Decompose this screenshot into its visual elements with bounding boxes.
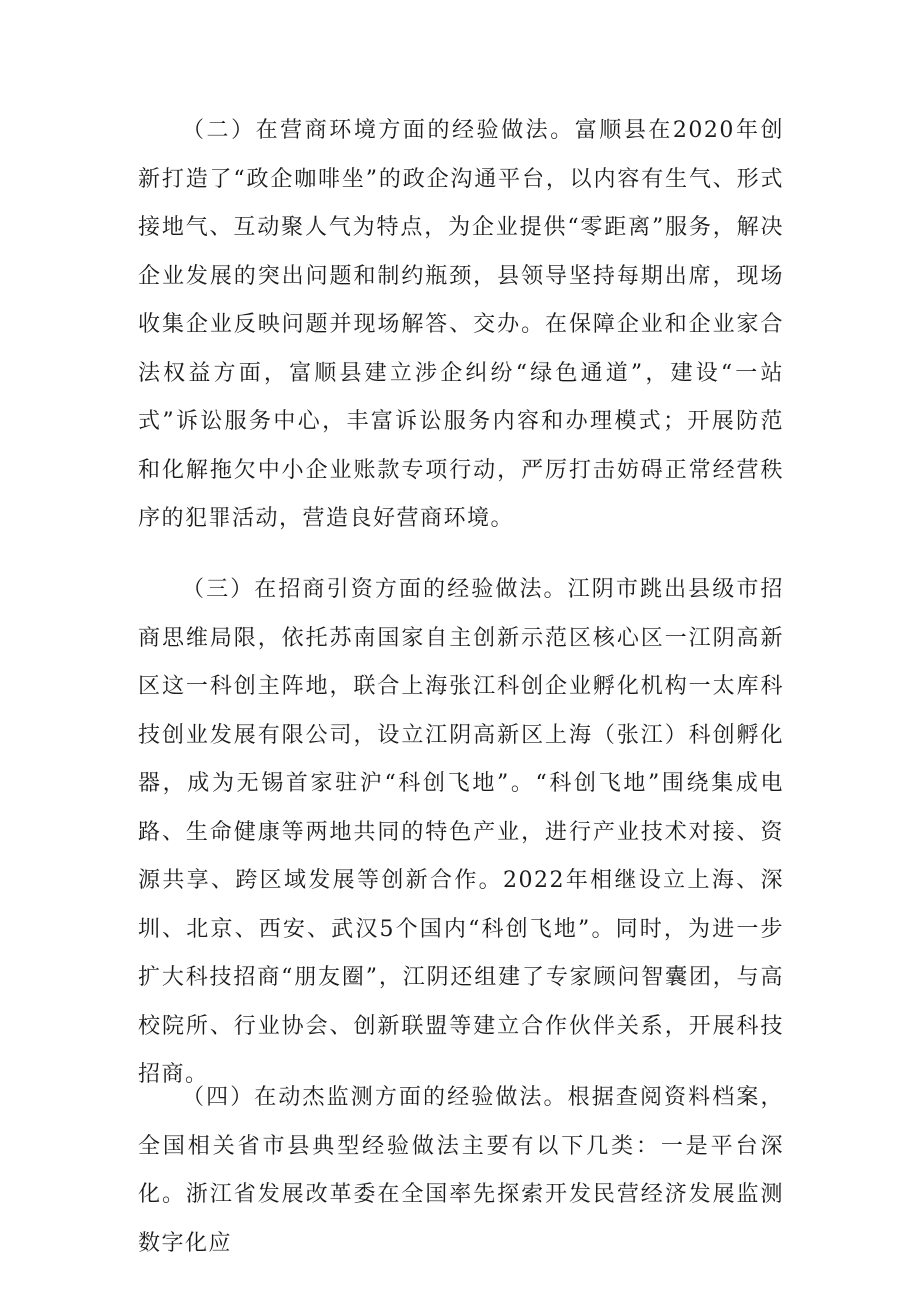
paragraph-dynamic-monitoring: （四）在动杰监测方面的经验做法。根据查阅资料档案，全国相关省市县典型经验做法主要有以下几类：一是平台深化。浙江省发展改革委在全国率先探索开发民营经济发展监测数字化应: [138, 1085, 784, 1256]
paragraph-business-environment: （二）在营商环境方面的经验做法。富顺县在2020年创新打造了“政企咖啡坐”的政企沟通平台，以内容有生气、形式接地气、互动聚人气为特点，为企业提供“零距离”服务，解决企业发展的突出问题和制约瓶颈，县领导坚持每期出席，现场收集企业反映问题并现场解答、交办。在保障企业和企业家合法权益方面，富顺县建立涉企纠纷“绿色通道”，建设“一站式”诉讼服务中心，丰富诉讼服务内容和办理模式；开展防范和化解拖欠中小企业账款专项行动，严厉打击妨碍正常经营秩序的犯罪活动，营造良好营商环境。: [138, 118, 784, 531]
paragraph-investment-attraction: （三）在招商引资方面的经验做法。江阴市跳出县级市招商思维局限，依托苏南国家自主创新示范区核心区一江阴高新区这一科创主阵地，联合上海张江科创企业孵化机构一太库科技创业发展有限公司，设立江阴高新区上海（张江）科创孵化器，成为无锡首家驻沪“科创飞地”。“科创飞地”围绕集成电路、生命健康等两地共同的特色产业，进行产业技术对接、资源共享、跨区域发展等创新合作。2022年相继设立上海、深圳、北京、西安、武汉5个国内“科创飞地”。同时，为进一步扩大科技招商“朋友圈”，江阴还组建了专家顾问智囊团，与高校院所、行业协会、创新联盟等建立合作伙伴关系，开展科技招商。: [138, 577, 784, 1087]
